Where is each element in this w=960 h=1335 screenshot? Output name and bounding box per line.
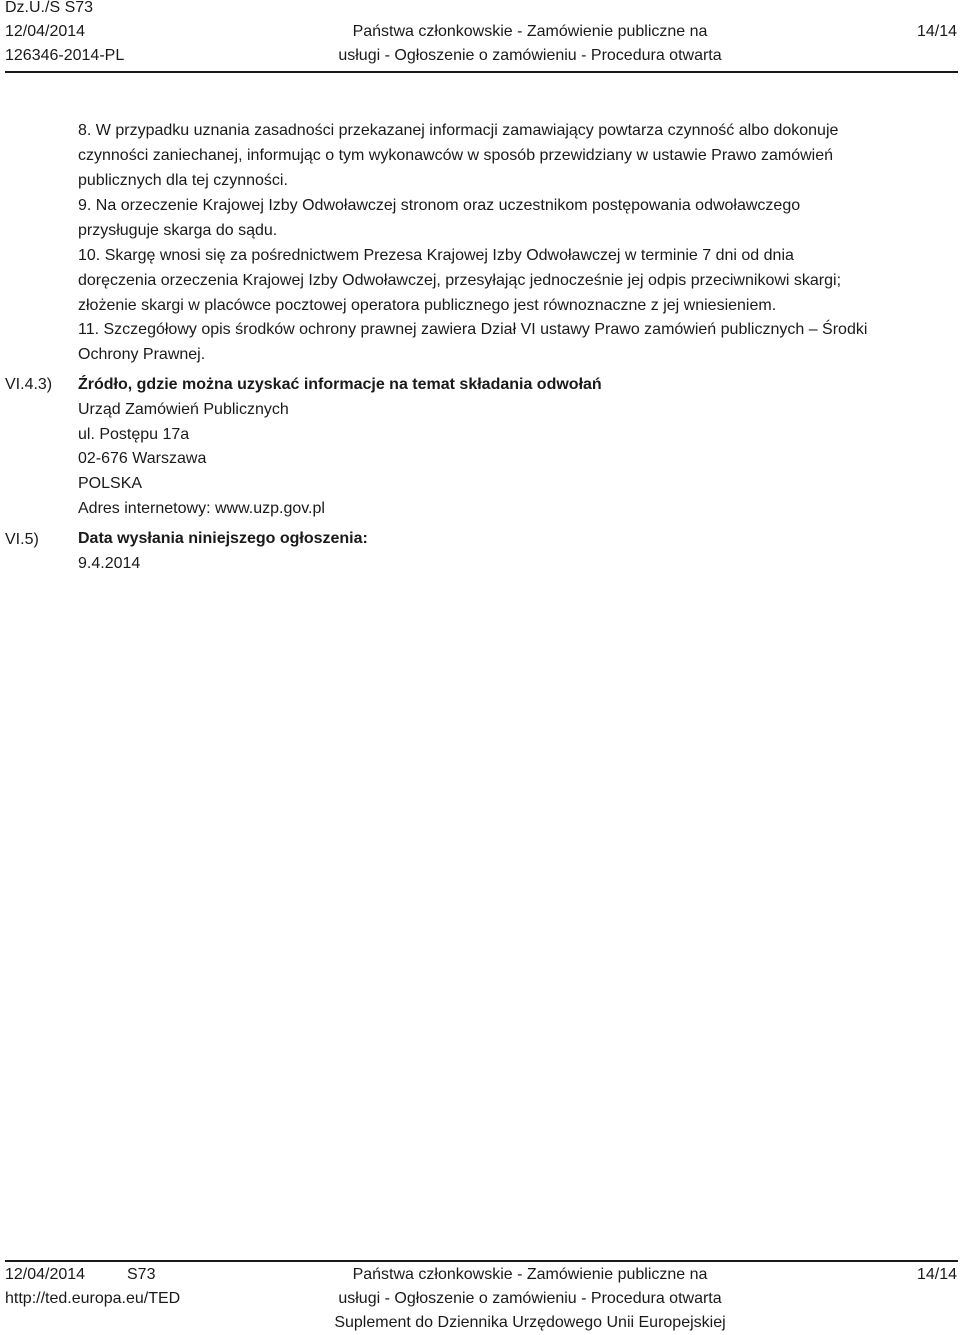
country: POLSKA <box>78 475 143 493</box>
header-title-line1: Państwa członkowskie - Zamówienie publiczne na <box>352 23 708 40</box>
footer-date: 12/04/2014 <box>5 1266 86 1283</box>
section-label-vi-5: VI.5) <box>5 531 39 548</box>
header-journal: Dz.U./S S73 <box>5 0 94 16</box>
paragraph-11-line: Ochrony Prawnej. <box>78 345 206 363</box>
footer-title-line2: usługi - Ogłoszenie o zamówieniu - Procedura otwarta <box>338 1290 722 1307</box>
street-address: ul. Postępu 17a <box>78 425 190 443</box>
section-title: Źródło, gdzie można uzyskać informacje na temat składania odwołań <box>78 376 602 393</box>
paragraph-9 <box>78 194 956 244</box>
footer-title-line1: Państwa członkowskie - Zamówienie publiczne na <box>352 1266 708 1283</box>
section-title: Data wysłania niniejszego ogłoszenia: <box>78 530 368 547</box>
footer-page-number: 14/14 <box>916 1266 957 1283</box>
paragraph-10 <box>78 244 956 318</box>
paragraph-9-line: 9. Na orzeczenie Krajowej Izby Odwoławczej stronom oraz uczestnikom postępowania odwoławczego <box>78 197 801 214</box>
header-page-number: 14/14 <box>916 23 957 40</box>
section-label-vi-4-3: VI.4.3) <box>5 376 53 393</box>
web-address-row <box>78 497 956 522</box>
paragraph-10-line: 10. Skargę wnosi się za pośrednictwem Prezesa Krajowej Izby Odwoławczej w terminie 7 dni od dnia <box>78 247 794 264</box>
header-rule <box>5 71 958 73</box>
paragraph-8-line: 8. W przypadku uznania zasadności przekazanej informacji zamawiający powtarza czynność albo dokonuje <box>78 122 839 139</box>
web-address-link[interactable]: www.uzp.gov.pl <box>214 499 325 517</box>
footer-url[interactable]: http://ted.europa.eu/TED <box>5 1290 181 1307</box>
paragraph-11-line: 11. Szczegółowy opis środków ochrony prawnej zawiera Dział VI ustawy Prawo zamówień publicznych – Środki <box>78 321 868 338</box>
paragraph-8-line: publicznych dla tej czynności. <box>78 171 288 189</box>
web-address-label: Adres internetowy: <box>78 499 211 517</box>
paragraph-9-line: przysługuje skarga do sądu. <box>78 221 278 239</box>
paragraph-10-line: złożenie skargi w placówce pocztowej operatora publicznego jest równoznaczne z jej wniesieniem. <box>78 296 777 314</box>
section-vi-5 <box>78 527 956 577</box>
paragraph-8 <box>78 119 956 193</box>
paragraph-11 <box>78 318 956 368</box>
section-vi-4-3 <box>78 373 956 522</box>
postal-city: 02-676 Warszawa <box>78 450 207 468</box>
paragraph-10-line: doręczenia orzeczenia Krajowej Izby Odwoławczej, przesyłając jednocześnie jej odpis przeciwnikowi skargi; <box>78 271 842 289</box>
dispatch-date: 9.4.2014 <box>78 554 141 572</box>
header-reference: 126346-2014-PL <box>5 47 125 64</box>
footer-title-line3: Suplement do Dziennika Urzędowego Unii Europejskiej <box>334 1314 726 1331</box>
footer-issue: S73 <box>127 1266 156 1283</box>
paragraph-8-line: czynności zaniechanej, informując o tym wykonawców w sposób przewidziany w ustawie Prawo zamówień <box>78 146 833 164</box>
footer-rule <box>5 1260 958 1262</box>
header-title-line2: usługi - Ogłoszenie o zamówieniu - Procedura otwarta <box>338 47 722 64</box>
organization-name: Urząd Zamówień Publicznych <box>78 400 289 418</box>
header-date: 12/04/2014 <box>5 23 86 40</box>
